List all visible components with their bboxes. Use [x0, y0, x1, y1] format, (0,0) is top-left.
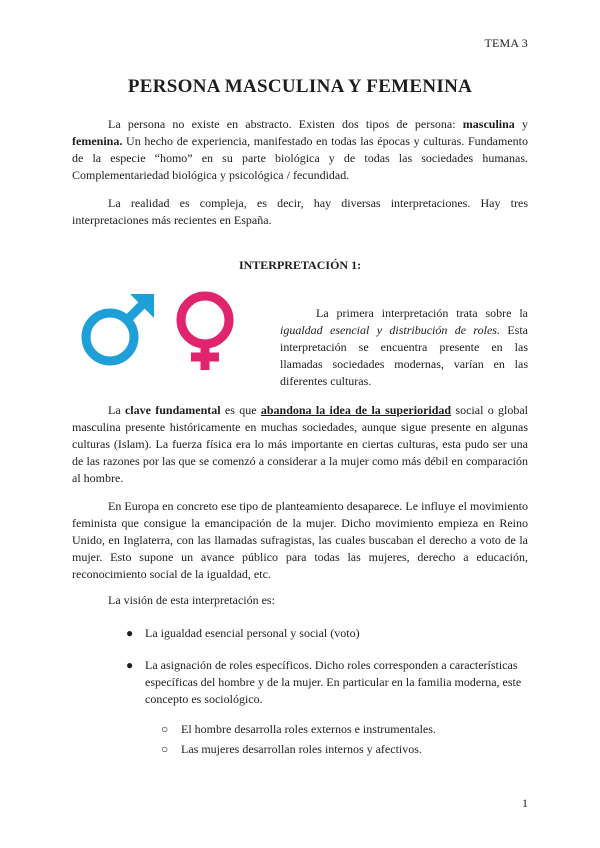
paragraph-interpretation-summary — [280, 305, 528, 390]
paragraph-key-idea — [72, 402, 528, 487]
sub-bullet-marker: ○ — [161, 722, 169, 736]
term-clave-fundamental: clave fundamental — [124, 403, 221, 417]
list-item: La asignación de roles específicos. Dicho roles corresponden a características específicas del hombre y de la mujer. En particular en la familia moderna, este concepto es sociológico. — [145, 658, 522, 706]
male-symbol-icon — [86, 294, 154, 361]
paragraph-intro-text-3: Un hecho de experiencia, manifestado en todas las épocas y culturas. Fundamento de la especie “homo” en su parte biológica y de todas las sociedades humanas. Complementariedad biológica y psicológica / fecundidad. — [72, 134, 528, 182]
key-idea-text-2: es que — [220, 403, 261, 417]
page-header: TEMA 3 — [484, 36, 528, 50]
summary-emphasis: igualdad esencial y distribución de roles. — [280, 323, 500, 337]
paragraph-intro — [72, 116, 528, 184]
bullet-marker: ● — [126, 658, 134, 672]
paragraph-intro-text-1: La persona no existe en abstracto. Existen dos tipos de persona: — [108, 117, 463, 131]
paragraph-intro-text-2: y — [514, 117, 528, 131]
key-idea-text-1: La — [108, 403, 125, 417]
page-number: 1 — [522, 796, 528, 810]
term-masculina: masculina — [462, 117, 515, 131]
sub-bullet-marker: ○ — [161, 742, 169, 756]
summary-text-2: Esta interpretación se encuentra presente en las llamadas sociedades modernas, varían en las diferentes culturas. — [280, 323, 528, 388]
female-symbol-icon — [181, 296, 229, 370]
term-abandona-superioridad: abandona la idea de la superioridad — [260, 403, 452, 417]
summary-text-1: La primera interpretación trata sobre la — [316, 306, 528, 320]
bullet-marker: ● — [126, 626, 134, 640]
list-item: La igualdad esencial personal y social (voto) — [145, 626, 360, 640]
sub-list-item: El hombre desarrolla roles externos e instrumentales. — [181, 722, 436, 736]
paragraph-interpretations: La realidad es compleja, es decir, hay diversas interpretaciones. Hay tres interpretaciones más recientes en España. — [72, 196, 528, 227]
sub-list-item: Las mujeres desarrollan roles internos y afectivos. — [181, 742, 422, 756]
section-heading-interpretacion-1: INTERPRETACIÓN 1: — [238, 258, 362, 272]
list-intro: La visión de esta interpretación es: — [108, 593, 275, 607]
gender-symbols-image — [72, 290, 262, 370]
key-idea-text-3: social o global masculina presente históricamente en muchas sociedades, aunque sigue presente en algunas culturas (Islam). La fuerza física era lo más importante en ciertas culturas, esta pudo ser una de las razones por las que se comenzó a considerar a la mujer como más débil en comparación al hombre. — [72, 403, 529, 485]
page-title: PERSONA MASCULINA Y FEMENINA — [127, 76, 473, 97]
term-femenina: femenina. — [72, 134, 123, 148]
paragraph-europe: En Europa en concreto ese tipo de planteamiento desaparece. Le influye el movimiento feminista que consigue la emancipación de la mujer. Dicho movimiento empieza en Reino Unido, en Inglaterra, con las llamadas sufragistas, las cuales buscaban el derecho a voto de la mujer. Esto supone un avance público para todas las mujeres, derecho a educación, reconocimiento social de la igualdad, etc. — [72, 499, 528, 581]
